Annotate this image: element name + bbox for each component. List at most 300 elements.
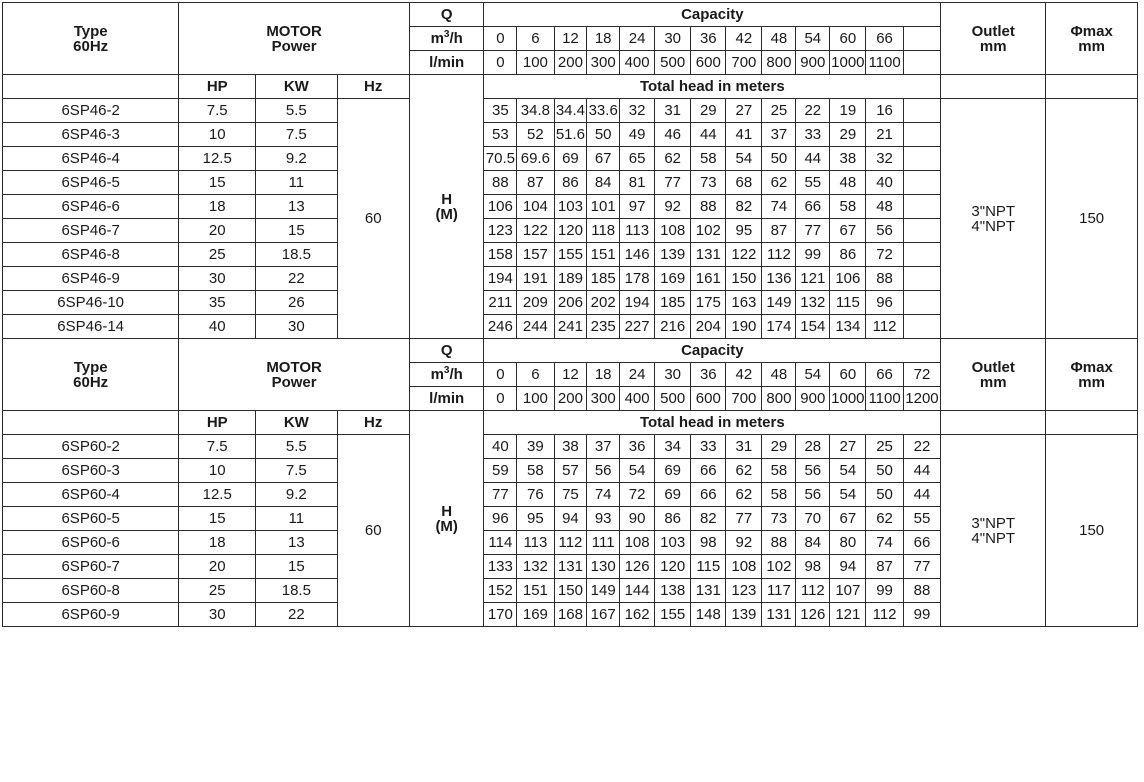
- kw-cell: 5.5: [256, 99, 337, 123]
- head-value-cell: 66: [796, 195, 830, 219]
- hp-cell: 35: [179, 291, 256, 315]
- outlet-value: 4"NPT: [971, 217, 1016, 235]
- hp-cell: 10: [179, 459, 256, 483]
- head-value-cell: 54: [830, 459, 866, 483]
- lmin-value: 1000: [830, 387, 866, 411]
- head-value-cell: 194: [484, 267, 517, 291]
- type-label: Type: [73, 22, 108, 40]
- lmin-label: l/min: [409, 387, 484, 411]
- head-value-cell: 73: [691, 171, 726, 195]
- empty-cell: [903, 315, 940, 339]
- head-value-cell: 62: [655, 147, 691, 171]
- kw-cell: 9.2: [256, 147, 337, 171]
- lmin-value: 1200: [903, 387, 940, 411]
- motor-power-header: [179, 3, 410, 75]
- head-value-cell: 121: [830, 603, 866, 627]
- head-value-cell: 216: [655, 315, 691, 339]
- outlet-unit: mm: [979, 37, 1007, 55]
- head-value-cell: 81: [620, 171, 655, 195]
- type-cell: 6SP60-8: [3, 579, 179, 603]
- lmin-value: 400: [620, 51, 655, 75]
- head-value-cell: 50: [762, 147, 796, 171]
- head-value-cell: 31: [726, 435, 762, 459]
- hp-cell: 10: [179, 123, 256, 147]
- head-value-cell: 131: [691, 579, 726, 603]
- hp-cell: 18: [179, 531, 256, 555]
- head-value-cell: 102: [691, 219, 726, 243]
- head-value-cell: 106: [830, 267, 866, 291]
- head-value-cell: 94: [830, 555, 866, 579]
- head-value-cell: 155: [554, 243, 587, 267]
- head-value-cell: 174: [762, 315, 796, 339]
- head-value-cell: 72: [866, 243, 903, 267]
- head-value-cell: 76: [517, 483, 554, 507]
- m3h-value: 54: [796, 27, 830, 51]
- m3h-value: 60: [830, 363, 866, 387]
- head-value-cell: 77: [484, 483, 517, 507]
- head-value-cell: 56: [796, 483, 830, 507]
- head-value-cell: 31: [655, 99, 691, 123]
- kw-cell: 5.5: [256, 435, 337, 459]
- head-value-cell: 136: [762, 267, 796, 291]
- type-cell: 6SP46-8: [3, 243, 179, 267]
- type-label: Type: [73, 358, 108, 376]
- head-value-cell: 112: [866, 315, 903, 339]
- m3h-label-suffix: /h: [449, 366, 463, 383]
- outlet-unit: mm: [979, 373, 1007, 391]
- m3h-value: 66: [866, 363, 903, 387]
- head-value-cell: 178: [620, 267, 655, 291]
- empty-cell: [903, 147, 940, 171]
- head-value-cell: 70.5: [484, 147, 517, 171]
- hp-header: HP: [179, 411, 256, 435]
- type-cell: 6SP60-4: [3, 483, 179, 507]
- head-value-cell: 103: [554, 195, 587, 219]
- head-value-cell: 69.6: [517, 147, 554, 171]
- outlet-value: 4"NPT: [971, 529, 1016, 547]
- head-value-cell: 102: [762, 555, 796, 579]
- kw-cell: 30: [256, 315, 337, 339]
- type-cell: 6SP46-7: [3, 219, 179, 243]
- head-value-cell: 99: [866, 579, 903, 603]
- outlet-label: Outlet: [971, 22, 1015, 40]
- motor-label: MOTOR: [266, 358, 322, 376]
- type-cell: 6SP46-14: [3, 315, 179, 339]
- head-value-cell: 35: [484, 99, 517, 123]
- kw-cell: 11: [256, 171, 337, 195]
- head-value-cell: 77: [726, 507, 762, 531]
- head-value-cell: 70: [796, 507, 830, 531]
- head-value-cell: 185: [587, 267, 620, 291]
- head-value-cell: 48: [866, 195, 903, 219]
- outlet-header: [941, 3, 1046, 75]
- head-value-cell: 38: [554, 435, 587, 459]
- m3h-value: 48: [762, 363, 796, 387]
- head-value-cell: 37: [762, 123, 796, 147]
- head-value-cell: 67: [830, 507, 866, 531]
- head-value-cell: 88: [484, 171, 517, 195]
- head-value-cell: 227: [620, 315, 655, 339]
- outlet-cell: [941, 99, 1046, 339]
- empty-cell: [941, 75, 1046, 99]
- head-value-cell: 120: [554, 219, 587, 243]
- head-value-cell: 67: [830, 219, 866, 243]
- h-label: H: [441, 190, 453, 208]
- lmin-value: 100: [517, 387, 554, 411]
- head-value-cell: 87: [517, 171, 554, 195]
- kw-header: KW: [256, 75, 337, 99]
- head-value-cell: 99: [796, 243, 830, 267]
- head-value-cell: 96: [484, 507, 517, 531]
- hp-cell: 15: [179, 171, 256, 195]
- lmin-value: 600: [691, 51, 726, 75]
- head-value-cell: 21: [866, 123, 903, 147]
- head-value-cell: 93: [587, 507, 620, 531]
- head-value-cell: 103: [655, 531, 691, 555]
- head-value-cell: 34: [655, 435, 691, 459]
- m3h-value: 12: [554, 27, 587, 51]
- empty-cell: [903, 51, 940, 75]
- head-value-cell: 168: [554, 603, 587, 627]
- head-value-cell: 77: [655, 171, 691, 195]
- h-unit-cell: [409, 75, 484, 339]
- phimax-header: [1046, 339, 1138, 411]
- hp-header: HP: [179, 75, 256, 99]
- pump-performance-table: [2, 2, 1138, 627]
- kw-cell: 7.5: [256, 123, 337, 147]
- head-value-cell: 68: [726, 171, 762, 195]
- head-value-cell: 88: [903, 579, 940, 603]
- head-value-cell: 104: [517, 195, 554, 219]
- phimax-cell: 150: [1046, 99, 1138, 339]
- lmin-value: 800: [762, 51, 796, 75]
- kw-cell: 22: [256, 267, 337, 291]
- head-value-cell: 97: [620, 195, 655, 219]
- head-value-cell: 29: [762, 435, 796, 459]
- kw-cell: 11: [256, 507, 337, 531]
- head-value-cell: 86: [655, 507, 691, 531]
- head-value-cell: 139: [655, 243, 691, 267]
- head-value-cell: 117: [762, 579, 796, 603]
- m3h-value: 18: [587, 363, 620, 387]
- table-row: [3, 99, 1138, 123]
- head-value-cell: 99: [903, 603, 940, 627]
- hp-cell: 15: [179, 507, 256, 531]
- head-value-cell: 169: [655, 267, 691, 291]
- lmin-value: 700: [726, 51, 762, 75]
- head-value-cell: 115: [830, 291, 866, 315]
- head-value-cell: 244: [517, 315, 554, 339]
- m3h-value: 66: [866, 27, 903, 51]
- head-value-cell: 51.6: [554, 123, 587, 147]
- head-value-cell: 40: [866, 171, 903, 195]
- type-cell: 6SP46-2: [3, 99, 179, 123]
- head-value-cell: 72: [620, 483, 655, 507]
- hp-cell: 40: [179, 315, 256, 339]
- head-value-cell: 151: [517, 579, 554, 603]
- hp-cell: 12.5: [179, 147, 256, 171]
- phimax-header: [1046, 3, 1138, 75]
- head-value-cell: 41: [726, 123, 762, 147]
- head-value-cell: 62: [866, 507, 903, 531]
- head-value-cell: 75: [554, 483, 587, 507]
- head-value-cell: 121: [796, 267, 830, 291]
- empty-cell: [903, 171, 940, 195]
- lmin-value: 1100: [866, 387, 903, 411]
- kw-cell: 15: [256, 555, 337, 579]
- lmin-value: 900: [796, 51, 830, 75]
- phimax-label: Φmax: [1070, 358, 1113, 376]
- head-value-cell: 19: [830, 99, 866, 123]
- m3h-superscript: 3: [443, 365, 450, 376]
- head-value-cell: 74: [587, 483, 620, 507]
- kw-cell: 7.5: [256, 459, 337, 483]
- head-value-cell: 55: [903, 507, 940, 531]
- head-value-cell: 54: [726, 147, 762, 171]
- lmin-value: 200: [554, 51, 587, 75]
- head-value-cell: 44: [691, 123, 726, 147]
- type-cell: 6SP60-6: [3, 531, 179, 555]
- head-value-cell: 123: [484, 219, 517, 243]
- head-value-cell: 246: [484, 315, 517, 339]
- head-value-cell: 56: [796, 459, 830, 483]
- head-value-cell: 163: [726, 291, 762, 315]
- lmin-value: 0: [484, 387, 517, 411]
- head-value-cell: 48: [830, 171, 866, 195]
- head-value-cell: 27: [726, 99, 762, 123]
- head-value-cell: 38: [830, 147, 866, 171]
- empty-cell: [3, 75, 179, 99]
- head-value-cell: 39: [517, 435, 554, 459]
- empty-cell: [903, 267, 940, 291]
- head-value-cell: 113: [620, 219, 655, 243]
- head-value-cell: 139: [726, 603, 762, 627]
- head-value-cell: 58: [517, 459, 554, 483]
- head-value-cell: 158: [484, 243, 517, 267]
- m3h-value: 48: [762, 27, 796, 51]
- type-cell: 6SP60-3: [3, 459, 179, 483]
- lmin-value: 300: [587, 387, 620, 411]
- head-value-cell: 131: [762, 603, 796, 627]
- q-label: Q: [409, 3, 484, 27]
- head-value-cell: 55: [796, 171, 830, 195]
- header-row-q: [3, 339, 1138, 363]
- head-value-cell: 44: [903, 483, 940, 507]
- type-hz-label: 60Hz: [73, 373, 109, 391]
- head-value-cell: 96: [866, 291, 903, 315]
- m3h-label: [409, 363, 484, 387]
- phimax-unit: mm: [1078, 373, 1105, 391]
- head-value-cell: 157: [517, 243, 554, 267]
- lmin-value: 1100: [866, 51, 903, 75]
- total-head-label: Total head in meters: [484, 411, 941, 435]
- head-value-cell: 58: [762, 483, 796, 507]
- lmin-value: 100: [517, 51, 554, 75]
- head-value-cell: 202: [587, 291, 620, 315]
- head-value-cell: 25: [762, 99, 796, 123]
- m3h-value: 12: [554, 363, 587, 387]
- head-value-cell: 185: [655, 291, 691, 315]
- m3h-value: 42: [726, 363, 762, 387]
- head-value-cell: 88: [691, 195, 726, 219]
- empty-cell: [1046, 75, 1138, 99]
- head-value-cell: 150: [726, 267, 762, 291]
- head-value-cell: 32: [866, 147, 903, 171]
- head-value-cell: 32: [620, 99, 655, 123]
- hp-cell: 20: [179, 555, 256, 579]
- head-value-cell: 87: [866, 555, 903, 579]
- head-value-cell: 107: [830, 579, 866, 603]
- head-value-cell: 175: [691, 291, 726, 315]
- head-value-cell: 49: [620, 123, 655, 147]
- kw-cell: 18.5: [256, 243, 337, 267]
- head-value-cell: 54: [620, 459, 655, 483]
- hp-cell: 12.5: [179, 483, 256, 507]
- type-cell: 6SP46-10: [3, 291, 179, 315]
- head-value-cell: 56: [587, 459, 620, 483]
- type-header: [3, 3, 179, 75]
- head-value-cell: 58: [691, 147, 726, 171]
- head-value-cell: 151: [587, 243, 620, 267]
- head-value-cell: 22: [903, 435, 940, 459]
- head-value-cell: 113: [517, 531, 554, 555]
- m3h-value: 6: [517, 27, 554, 51]
- head-value-cell: 112: [554, 531, 587, 555]
- head-value-cell: 112: [866, 603, 903, 627]
- head-value-cell: 25: [866, 435, 903, 459]
- head-value-cell: 33: [691, 435, 726, 459]
- phimax-label: Φmax: [1070, 22, 1113, 40]
- m3h-value: 30: [655, 363, 691, 387]
- head-value-cell: 90: [620, 507, 655, 531]
- m3h-value: 36: [691, 27, 726, 51]
- hz-header: Hz: [337, 411, 409, 435]
- head-value-cell: 133: [484, 555, 517, 579]
- m3h-value: 54: [796, 363, 830, 387]
- lmin-label: l/min: [409, 51, 484, 75]
- head-value-cell: 114: [484, 531, 517, 555]
- head-value-cell: 46: [655, 123, 691, 147]
- head-value-cell: 62: [726, 483, 762, 507]
- head-value-cell: 235: [587, 315, 620, 339]
- head-value-cell: 101: [587, 195, 620, 219]
- m3h-value: 36: [691, 363, 726, 387]
- head-value-cell: 34.8: [517, 99, 554, 123]
- head-value-cell: 204: [691, 315, 726, 339]
- lmin-value: 300: [587, 51, 620, 75]
- hp-cell: 7.5: [179, 99, 256, 123]
- head-value-cell: 149: [762, 291, 796, 315]
- head-value-cell: 66: [691, 459, 726, 483]
- head-value-cell: 62: [726, 459, 762, 483]
- kw-header: KW: [256, 411, 337, 435]
- kw-cell: 9.2: [256, 483, 337, 507]
- empty-cell: [903, 27, 940, 51]
- head-value-cell: 36: [620, 435, 655, 459]
- m3h-value: 42: [726, 27, 762, 51]
- head-value-cell: 29: [830, 123, 866, 147]
- m3h-value: 6: [517, 363, 554, 387]
- head-value-cell: 95: [726, 219, 762, 243]
- head-value-cell: 146: [620, 243, 655, 267]
- q-label: Q: [409, 339, 484, 363]
- hz-header: Hz: [337, 75, 409, 99]
- h-unit: (M): [435, 517, 458, 535]
- head-value-cell: 112: [796, 579, 830, 603]
- head-value-cell: 138: [655, 579, 691, 603]
- head-value-cell: 88: [762, 531, 796, 555]
- head-value-cell: 108: [620, 531, 655, 555]
- head-value-cell: 154: [796, 315, 830, 339]
- head-value-cell: 50: [866, 459, 903, 483]
- type-header: [3, 339, 179, 411]
- empty-cell: [903, 291, 940, 315]
- head-value-cell: 66: [903, 531, 940, 555]
- total-head-label: Total head in meters: [484, 75, 941, 99]
- power-label: Power: [271, 37, 317, 55]
- motor-power-header: [179, 339, 410, 411]
- head-value-cell: 92: [655, 195, 691, 219]
- head-value-cell: 120: [655, 555, 691, 579]
- head-value-cell: 122: [517, 219, 554, 243]
- header-row-q: [3, 3, 1138, 27]
- m3h-value: 24: [620, 27, 655, 51]
- outlet-label: Outlet: [971, 358, 1015, 376]
- lmin-value: 500: [655, 51, 691, 75]
- kw-cell: 15: [256, 219, 337, 243]
- outlet-header: [941, 339, 1046, 411]
- empty-cell: [903, 99, 940, 123]
- head-value-cell: 53: [484, 123, 517, 147]
- empty-cell: [3, 411, 179, 435]
- type-cell: 6SP60-5: [3, 507, 179, 531]
- capacity-label: Capacity: [484, 3, 941, 27]
- head-value-cell: 80: [830, 531, 866, 555]
- head-value-cell: 191: [517, 267, 554, 291]
- head-value-cell: 44: [796, 147, 830, 171]
- head-value-cell: 65: [620, 147, 655, 171]
- m3h-label-text: m: [430, 366, 444, 383]
- head-value-cell: 22: [796, 99, 830, 123]
- m3h-value: 0: [484, 27, 517, 51]
- phimax-unit: mm: [1078, 37, 1105, 55]
- head-value-cell: 162: [620, 603, 655, 627]
- hp-cell: 25: [179, 579, 256, 603]
- head-value-cell: 40: [484, 435, 517, 459]
- m3h-label-text: m: [430, 30, 444, 47]
- head-value-cell: 241: [554, 315, 587, 339]
- head-value-cell: 194: [620, 291, 655, 315]
- head-value-cell: 86: [830, 243, 866, 267]
- head-value-cell: 130: [587, 555, 620, 579]
- head-value-cell: 69: [655, 483, 691, 507]
- hz-cell: 60: [337, 99, 409, 339]
- hp-cell: 30: [179, 267, 256, 291]
- hp-cell: 18: [179, 195, 256, 219]
- head-value-cell: 150: [554, 579, 587, 603]
- hp-cell: 25: [179, 243, 256, 267]
- m3h-value: 24: [620, 363, 655, 387]
- empty-cell: [903, 219, 940, 243]
- head-value-cell: 108: [655, 219, 691, 243]
- head-value-cell: 111: [587, 531, 620, 555]
- head-value-cell: 126: [796, 603, 830, 627]
- header-row-units: [3, 411, 1138, 435]
- empty-cell: [903, 123, 940, 147]
- head-value-cell: 27: [830, 435, 866, 459]
- h-unit: (M): [435, 205, 458, 223]
- h-unit-cell: [409, 411, 484, 627]
